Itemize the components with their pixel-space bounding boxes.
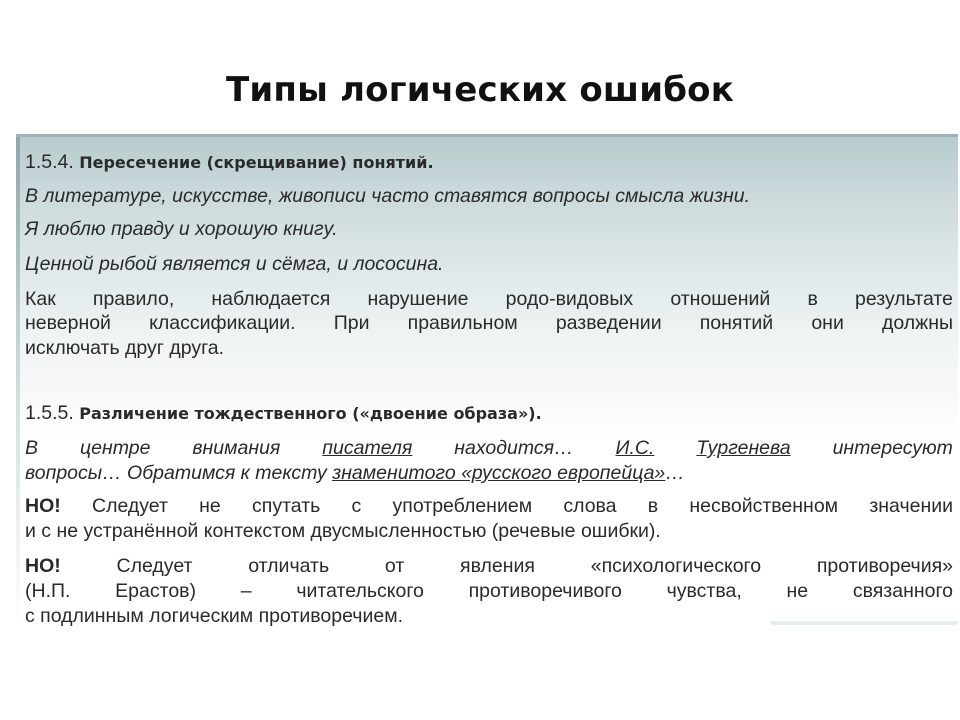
section-heading-1 bbox=[25, 151, 434, 174]
section-title-1: Пересечение (скрещивание) понятий. bbox=[79, 153, 434, 172]
underlined-word: Тургенева bbox=[696, 437, 791, 459]
underlined-word: писателя bbox=[322, 437, 413, 459]
note-2-label: НО bbox=[25, 555, 55, 577]
explanation-line-1: Как правило, наблюдается нарушение родо-видовых отношений в результате bbox=[25, 288, 953, 310]
example-line-2: Я люблю правду и хорошую книгу. bbox=[25, 218, 338, 240]
note-2-exclamation: ! bbox=[54, 555, 61, 577]
underlined-word: И.С. bbox=[615, 437, 655, 459]
section-number-2: 1.5.5. bbox=[25, 402, 74, 424]
example-line-1: В литературе, искусстве, живописи часто ставятся вопросы смысла жизни. bbox=[25, 185, 751, 207]
word: интересуют bbox=[832, 437, 953, 459]
note-1-text: Следует не спутать с употреблением слова в несвойственном значении bbox=[92, 495, 953, 517]
word: внимания bbox=[192, 437, 281, 459]
note-2-line-3: с подлинным логическим противоречием. bbox=[25, 605, 404, 626]
content-panel bbox=[16, 134, 958, 626]
note-1-label: НО bbox=[25, 495, 55, 517]
example-line-3: Ценной рыбой является и сёмга, и лососина. bbox=[25, 253, 444, 275]
word: В bbox=[25, 437, 39, 459]
explanation-line-2: неверной классификации. При правильном разведении понятий они должны bbox=[25, 312, 953, 334]
note-2-line-1 bbox=[25, 555, 953, 578]
note-1-exclamation: ! bbox=[54, 495, 61, 517]
section-heading-2 bbox=[25, 402, 542, 425]
example-2-underlined-phrase: знаменитого «русского европейца» bbox=[332, 462, 666, 484]
note-2-text: Следует отличать от явления «психологического противоречия» bbox=[116, 555, 953, 577]
word: находится… bbox=[454, 437, 574, 459]
example-2-line-2 bbox=[25, 462, 685, 485]
section-number-1: 1.5.4. bbox=[25, 151, 74, 173]
example-2-line-2-end: … bbox=[665, 462, 685, 484]
note-1-line-1 bbox=[25, 495, 953, 518]
bottom-divider bbox=[770, 621, 958, 625]
section-title-2: Различение тождественного («двоение образа»). bbox=[79, 404, 542, 423]
note-1-line-2: и с не устранённой контекстом двусмысленностью (речевые ошибки). bbox=[25, 520, 661, 542]
slide-title: Типы логических ошибок bbox=[225, 70, 735, 110]
example-2-line-1 bbox=[25, 437, 953, 460]
panel-left-rule bbox=[16, 137, 20, 626]
word: центре bbox=[79, 437, 151, 459]
note-2-line-2: (Н.П. Ерастов) – читательского противоречивого чувства, не связанного bbox=[25, 580, 953, 602]
explanation-line-3: исключать друг друга. bbox=[25, 337, 225, 359]
example-2-line-2-start: вопросы… Обратимся к тексту bbox=[25, 462, 333, 484]
